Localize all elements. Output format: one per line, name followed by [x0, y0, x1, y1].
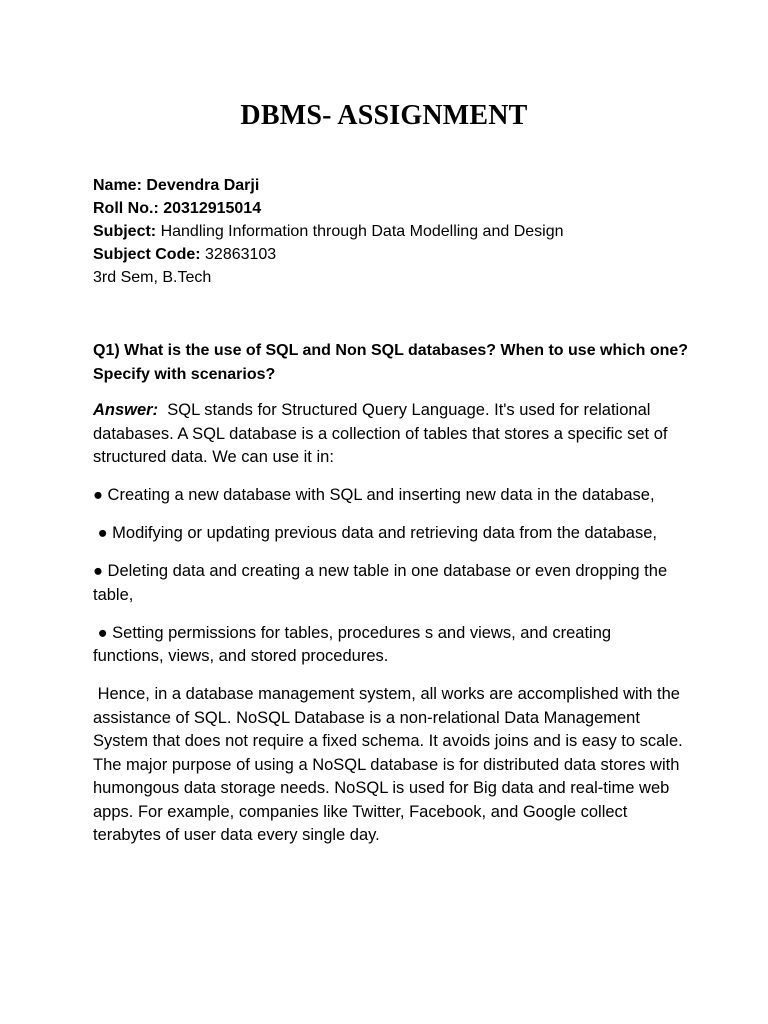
- bullet-item: ● Creating a new database with SQL and inserting new data in the database,: [93, 486, 655, 504]
- subject-row: [93, 220, 564, 243]
- answer-section: [93, 399, 688, 862]
- answer-conclusion: Hence, in a database management system, all works are accomplished with the assistance of SQL. NoSQL Database is a non-relational Data Management System that does not require a fixed schema. It avoids joins and is easy to scale. The major purpose of using a NoSQL database is for distributed data stores with humongous data storage needs. NoSQL is used for Big data and real-time web apps. For example, companies like Twitter, Facebook, and Google collect terabytes of user data every single day.: [93, 685, 688, 844]
- subject-label: Subject:: [93, 223, 157, 240]
- subject-code-row: [93, 243, 564, 266]
- name-label: Name:: [93, 177, 142, 194]
- bullet-item: ● Modifying or updating previous data and retrieving data from the database,: [93, 524, 657, 542]
- subject-code-label: Subject Code:: [93, 246, 201, 263]
- bullet-item: ● Setting permissions for tables, procedures s and views, and creating functions, views, and stored procedures.: [93, 623, 616, 665]
- name-value: Devendra Darji: [146, 177, 260, 194]
- roll-row: [93, 197, 564, 220]
- name-row: [93, 174, 564, 197]
- answer-label: Answer:: [93, 401, 159, 419]
- roll-label: Roll No.:: [93, 200, 159, 217]
- subject-code-value: 32863103: [205, 246, 277, 263]
- answer-intro: SQL stands for Structured Query Language. It's used for relational databases. A SQL database is a collection of tables that stores a specific set of structured data. We can use it in:: [93, 401, 668, 466]
- document-title: DBMS- ASSIGNMENT: [240, 100, 528, 131]
- roll-value: 20312915014: [163, 200, 262, 217]
- answer-intro-paragraph: [93, 399, 683, 470]
- bullet-item: ● Deleting data and creating a new table in one database or even dropping the table,: [93, 562, 672, 604]
- student-info: [93, 174, 564, 289]
- semester-line: 3rd Sem, B.Tech: [93, 269, 212, 286]
- question-text: Q1) What is the use of SQL and Non SQL databases? When to use which one? Specify with scenarios?: [93, 342, 689, 383]
- subject-value: Handling Information through Data Modelling and Design: [160, 223, 564, 240]
